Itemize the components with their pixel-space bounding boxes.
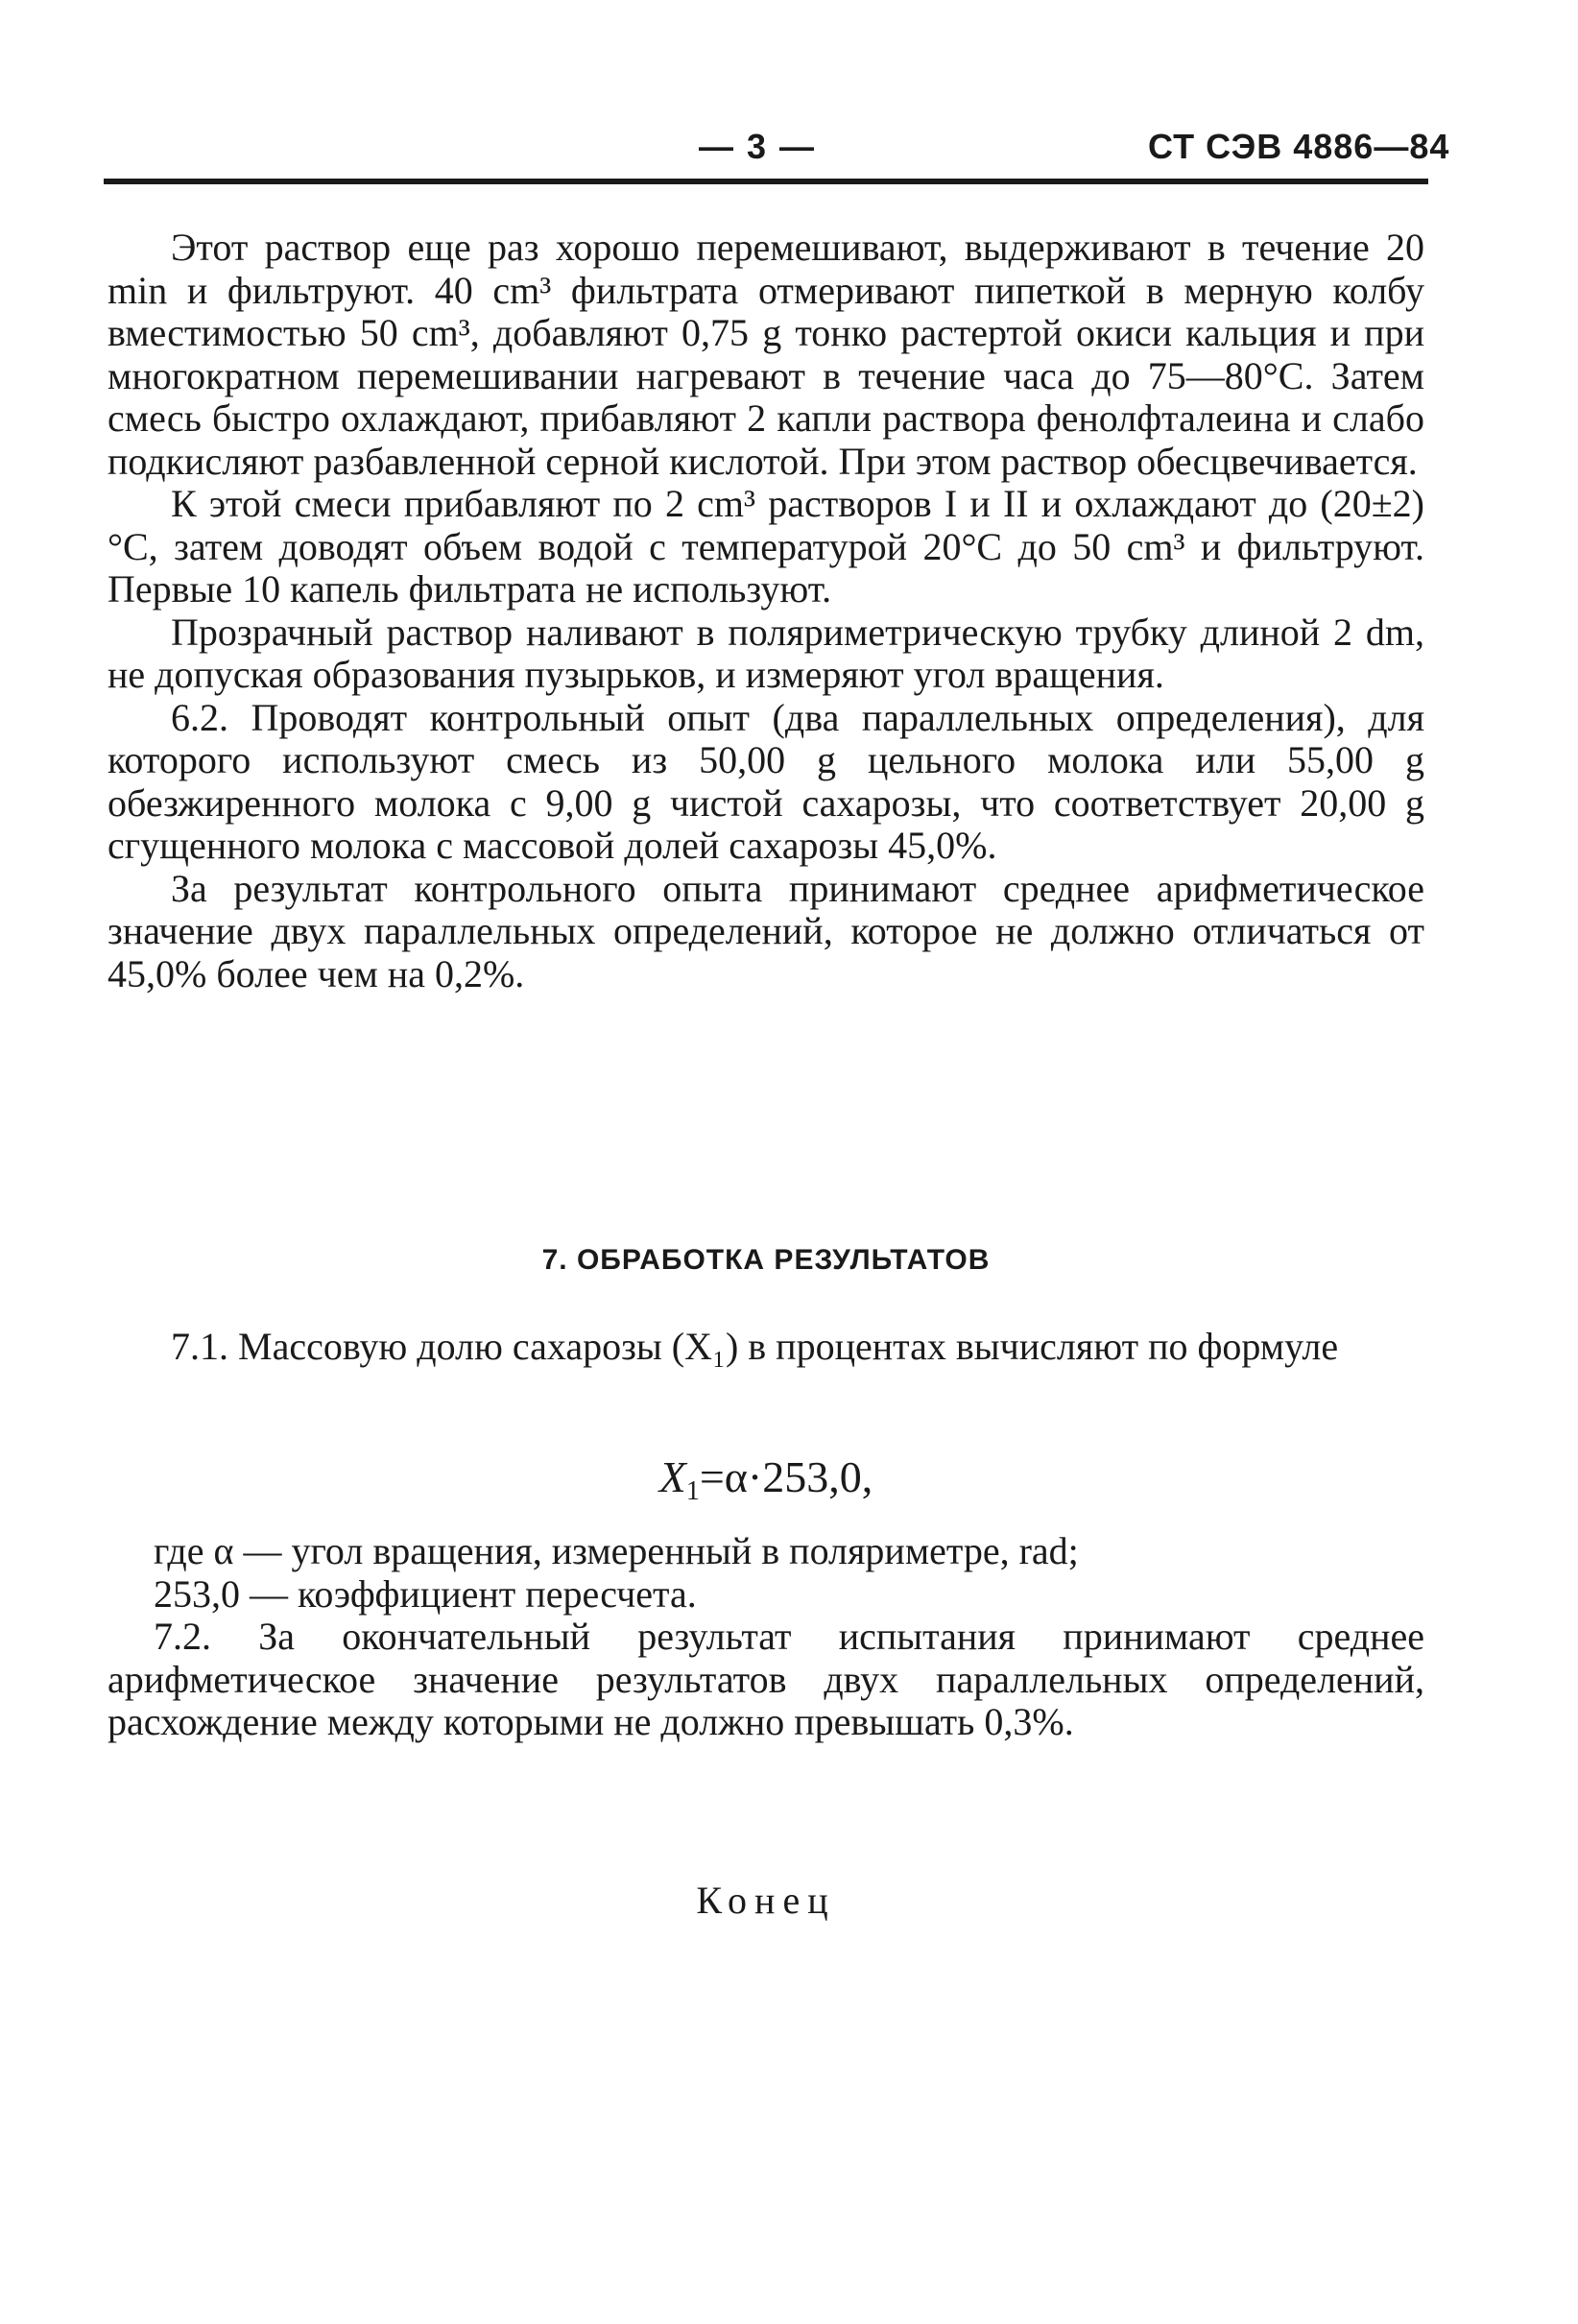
- formula-explanation: [108, 1530, 1424, 1744]
- paragraph: К этой смеси прибавляют по 2 cm³ растворов I и II и охлаждают до (20±2)°С, затем доводят объем водой с температурой 20°С до 50 cm³ и фильтруют. Первые 10 капель фильтрата не используют.: [108, 482, 1424, 611]
- body-text: [108, 227, 1424, 995]
- formula-variable: X: [658, 1452, 686, 1501]
- paragraph: Прозрачный раствор наливают в поляриметрическую трубку длиной 2 dm, не допуская образования пузырьков, и измеряют угол вращения.: [108, 610, 1424, 696]
- section-title: 7. ОБРАБОТКА РЕЗУЛЬТАТОВ: [541, 1244, 991, 1276]
- paragraph: 7.1. Массовую долю сахарозы (X₁) в процентах вычисляют по формуле: [171, 1325, 1339, 1368]
- paragraph: 6.2. Проводят контрольный опыт (два параллельных определения), для которого используют смесь из 50,00 g цельного молока или 55,00 g обезжиренного молока с 9,00 g чистой сахарозы, что соответствует 20,00 g сгущенного молока с массовой долей сахарозы 45,0%.: [108, 695, 1424, 867]
- page-number: — 3 —: [699, 127, 817, 166]
- header-rule: [104, 179, 1428, 184]
- end-marker: Конец: [696, 1879, 836, 1922]
- paragraph: 7.2. За окончательный результат испытания принимают среднее арифметическое значение результатов двух параллельных определений, расхождение между которыми не должно превышать 0,3%.: [108, 1615, 1424, 1743]
- where-line: 253,0 — коэффициент пересчета.: [154, 1571, 697, 1616]
- where-line: где α — угол вращения, измеренный в поляриметре, rad;: [154, 1529, 1079, 1572]
- paragraph: За результат контрольного опыта принимают среднее арифметическое значение двух параллельных определений, которое не должно отличаться от 45,0% более чем на 0,2%.: [108, 866, 1424, 995]
- formula-subscript: 1: [685, 1476, 700, 1506]
- formula-expression: =α·253,0,: [699, 1452, 873, 1501]
- standard-code: СТ СЭВ 4886—84: [1148, 127, 1450, 166]
- section-body: [108, 1325, 1424, 1369]
- formula: [108, 1451, 1424, 1507]
- paragraph: Этот раствор еще раз хорошо перемешивают, выдерживают в течение 20 min и фильтруют. 40 cm³ фильтрата отмеривают пипеткой в мерную колбу вместимостью 50 cm³, добавляют 0,75 g тонко растертой окиси кальция и при многократном перемешивании нагревают в течение часа до 75—80°С. Затем смесь быстро охлаждают, прибавляют 2 капли раствора фенолфталеина и слабо подкисляют разбавленной серной кислотой. При этом раствор обесцвечивается.: [108, 226, 1424, 483]
